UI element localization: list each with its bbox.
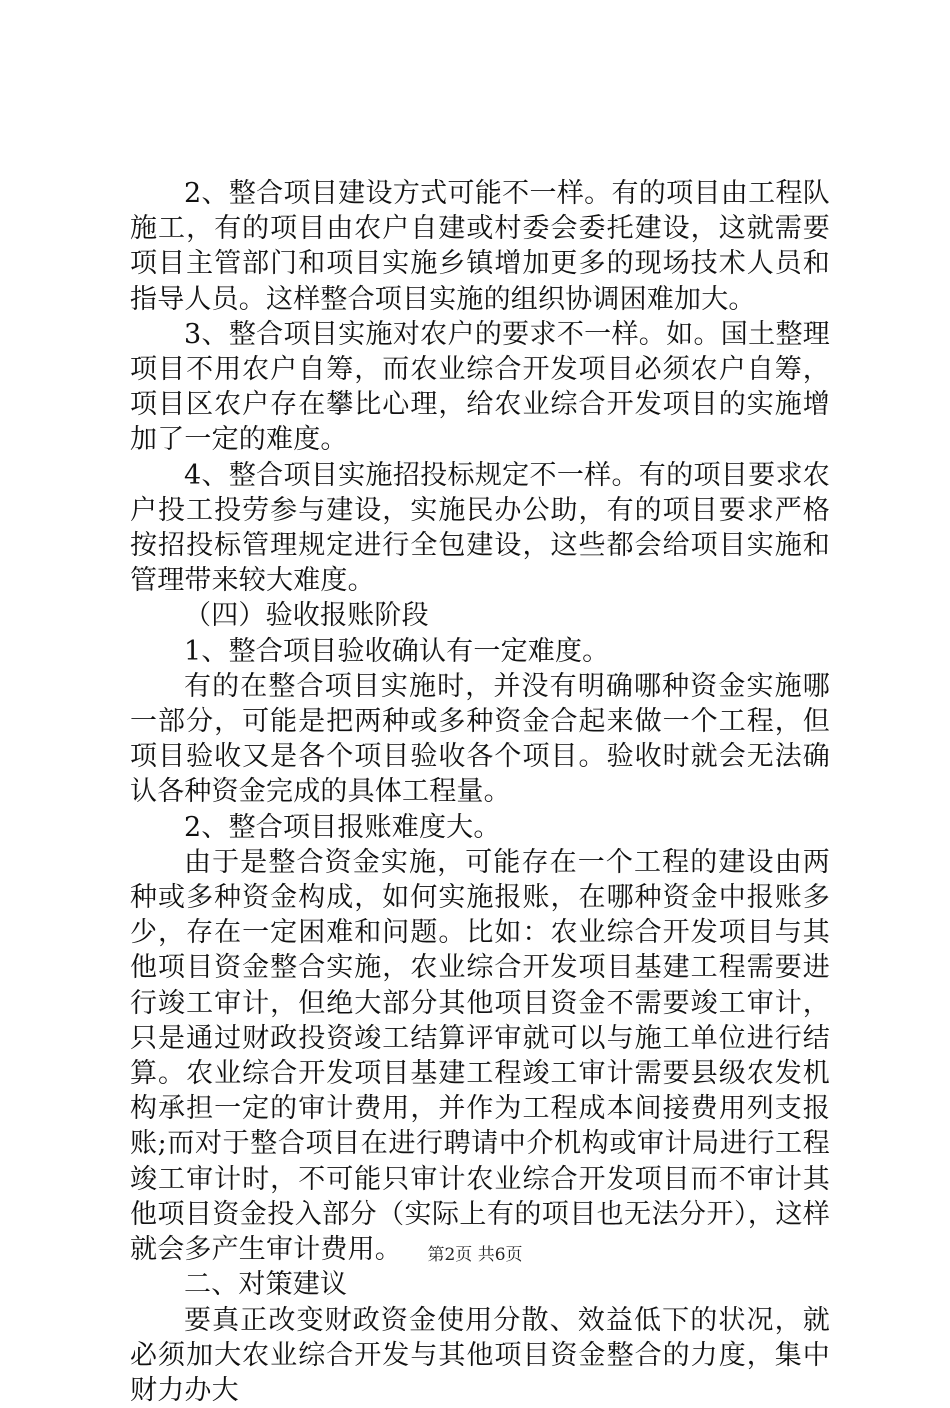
paragraph-item-2: 2、整合项目建设方式可能不一样。有的项目由工程队施工，有的项目由农户自建或村委会委托建设，这就需要项目主管部门和项目实施乡镇增加更多的现场技术人员和指导人员。这样整合项目实施的组织协调困难加大。 [130,176,830,317]
page-footer: 第2页 共6页 [0,1244,950,1266]
paragraph-item-4: 4、整合项目实施招投标规定不一样。有的项目要求农户投工投劳参与建设，实施民办公助，有的项目要求严格按招投标管理规定进行全包建设，这些都会给项目实施和管理带来较大难度。 [130,458,830,599]
paragraph-acceptance-detail: 有的在整合项目实施时，并没有明确哪种资金实施哪一部分，可能是把两种或多种资金合起来做一个工程，但项目验收又是各个项目验收各个项目。验收时就会无法确认各种资金完成的具体工程量。 [130,669,830,810]
section-heading-acceptance: （四）验收报账阶段 [130,598,830,633]
section-heading-recommendations: 二、对策建议 [130,1267,830,1302]
subheading-acceptance-difficulty: 1、整合项目验收确认有一定难度。 [130,634,830,669]
document-body [130,176,830,1408]
paragraph-item-3: 3、整合项目实施对农户的要求不一样。如。国土整理项目不用农户自筹，而农业综合开发项目必须农户自筹，项目区农户存在攀比心理，给农业综合开发项目的实施增加了一定的难度。 [130,317,830,458]
paragraph-recommendations: 要真正改变财政资金使用分散、效益低下的状况，就必须加大农业综合开发与其他项目资金整合的力度，集中财力办大 [130,1303,830,1408]
subheading-reimbursement-difficulty: 2、整合项目报账难度大。 [130,810,830,845]
paragraph-reimbursement-detail: 由于是整合资金实施，可能存在一个工程的建设由两种或多种资金构成，如何实施报账，在哪种资金中报账多少，存在一定困难和问题。比如：农业综合开发项目与其他项目资金整合实施，农业综合开发项目基建工程需要进行竣工审计，但绝大部分其他项目资金不需要竣工审计，只是通过财政投资竣工结算评审就可以与施工单位进行结算。农业综合开发项目基建工程竣工审计需要县级农发机构承担一定的审计费用，并作为工程成本间接费用列支报账;而对于整合项目在进行聘请中介机构或审计局进行工程竣工审计时，不可能只审计农业综合开发项目而不审计其他项目资金投入部分（实际上有的项目也无法分开），这样就会多产生审计费用。 [130,845,830,1267]
